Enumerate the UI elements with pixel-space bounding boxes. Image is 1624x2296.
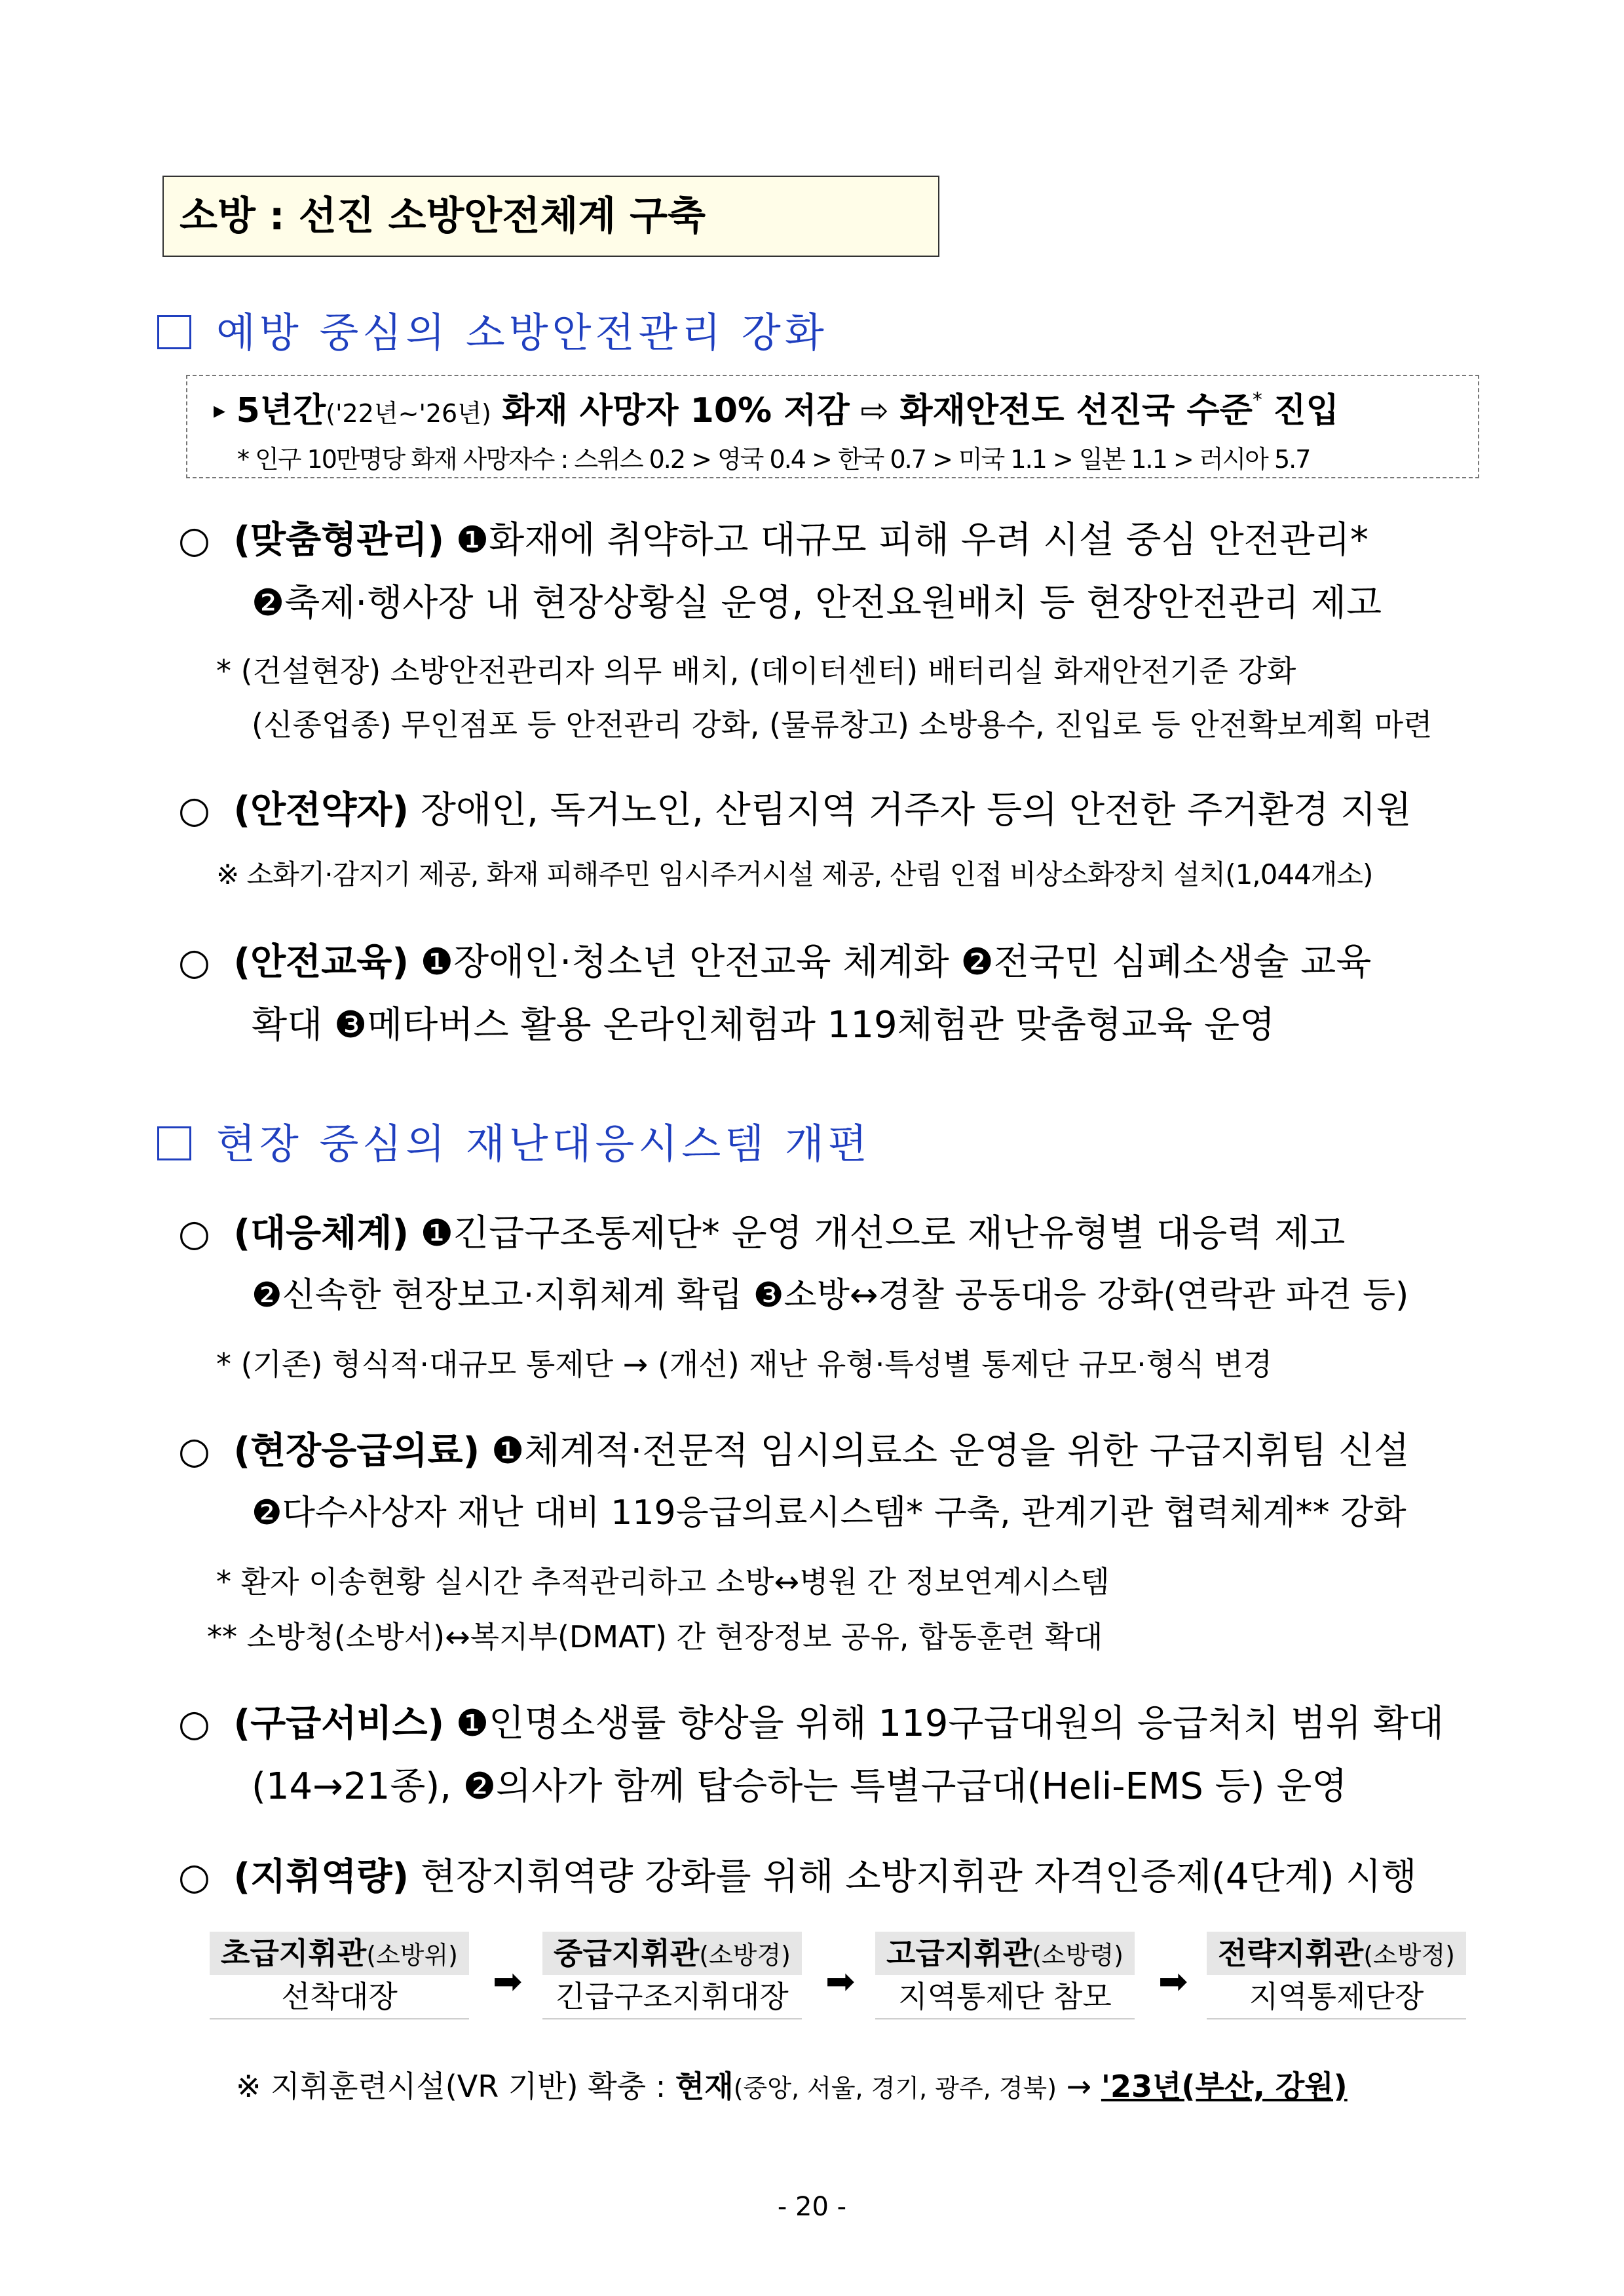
- note-now-list: (중앙, 서울, 경기, 광주, 경북): [733, 2074, 1057, 2103]
- flow-rank: (소방경): [699, 1941, 791, 1970]
- right-arrow-icon: ➡: [493, 1961, 523, 2002]
- flow-title: 전략지휘관: [1218, 1936, 1364, 1971]
- flow-step-desc: 지역통제단 참모: [875, 1975, 1135, 2019]
- item-emergency-medical: [178, 1422, 1409, 1474]
- outline-arrow-icon: ⇨: [860, 391, 889, 430]
- item-label: (안전교육): [233, 941, 409, 984]
- flow-step-title: [875, 1932, 1135, 1975]
- page-title: 소방 : 선진 소방안전체계 구축: [162, 176, 939, 257]
- right-arrow-icon: ➡: [825, 1961, 856, 2002]
- item-custom-management: [178, 511, 1369, 564]
- goal-footnote: * 인구 10만명당 화재 사망자수 : 스위스 0.2 > 영국 0.4 > 한국 0.7 > 미국 1.1 > 일본 1.1 > 러시아 5.7: [237, 445, 1310, 474]
- note-next: '23년(부산, 강원): [1101, 2069, 1348, 2104]
- triangle-bullet-icon: ▸: [214, 397, 226, 424]
- footnote: * (건설현장) 소방안전관리자 의무 배치, (데이터센터) 배터리실 화재안전기준 강화: [216, 653, 1296, 689]
- item-label: (대응체계): [233, 1212, 409, 1255]
- item-response-system: [178, 1204, 1345, 1257]
- flow-title: 고급지휘관: [886, 1936, 1032, 1971]
- section-heading-prevention: [157, 300, 828, 358]
- item-education: [178, 933, 1371, 985]
- flow-step-title: [542, 1932, 802, 1975]
- footnote: * (기존) 형식적·대규모 통제단 → (개선) 재난 유형·특성별 통제단 규모·형식 변경: [216, 1347, 1273, 1382]
- goal-outcome: 화재안전도 선진국 수준: [899, 391, 1253, 430]
- footnote: ** 소방청(소방서)↔복지부(DMAT) 간 현장정보 공유, 합동훈련 확대: [207, 1619, 1103, 1655]
- goal-box: [186, 375, 1479, 478]
- item-label: (구급서비스): [233, 1702, 445, 1745]
- item-line: ❶장애인·청소년 안전교육 체계화 ❷전국민 심폐소생술 교육: [420, 941, 1372, 984]
- item-label: (지휘역량): [233, 1856, 409, 1898]
- flow-title: 초급지휘관: [221, 1936, 367, 1971]
- item-label: (현장응급의료): [233, 1430, 480, 1472]
- training-facility-note: [236, 2063, 1348, 2106]
- goal-period: ('22년~'26년): [326, 399, 491, 428]
- flow-step-title: [210, 1932, 469, 1975]
- flow-title: 중급지휘관: [554, 1936, 700, 1971]
- flow-rank: (소방위): [366, 1941, 458, 1970]
- footnote: (신종업종) 무인점포 등 안전관리 강화, (물류창고) 소방용수, 진입로 등 안전확보계획 마련: [252, 707, 1433, 742]
- item-label: (안전약자): [233, 789, 409, 832]
- item-label: (맞춤형관리): [233, 519, 445, 562]
- goal-target: 화재 사망자 10% 저감: [502, 391, 850, 430]
- item-custom-management-line2: ❷축제·행사장 내 현장상황실 운영, 안전요원배치 등 현장안전관리 제고: [252, 582, 1382, 624]
- checkbox-square-icon: [157, 315, 191, 349]
- flow-step-title: [1207, 1932, 1466, 1975]
- flow-step-desc: 지역통제단장: [1207, 1975, 1466, 2019]
- circle-bullet: ○: [178, 1702, 210, 1745]
- page-number: - 20 -: [777, 2192, 847, 2222]
- flow-step-desc: 선착대장: [210, 1975, 469, 2019]
- flow-rank: (소방령): [1032, 1941, 1124, 1970]
- flow-step-desc: 긴급구조지휘대장: [542, 1975, 802, 2019]
- item-emergency-medical-line2: ❷다수사상자 재난 대비 119응급의료시스템* 구축, 관계기관 협력체계** 강화: [252, 1493, 1407, 1533]
- flow-step-strategic: [1207, 1932, 1466, 2022]
- flow-step-intermediate: [542, 1932, 802, 2022]
- item-line: ❶체계적·전문적 임시의료소 운영을 위한 구급지휘팀 신설: [491, 1430, 1410, 1472]
- circle-bullet: ○: [178, 941, 210, 984]
- item-line: ❶긴급구조통제단* 운영 개선으로 재난유형별 대응력 제고: [420, 1212, 1346, 1255]
- long-arrow-icon: →: [1066, 2069, 1092, 2104]
- item-line: ❶화재에 취약하고 대규모 피해 우려 시설 중심 안전관리*: [455, 519, 1369, 562]
- footnote: * 환자 이송현황 실시간 추적관리하고 소방↔병원 간 정보연계시스템: [216, 1564, 1110, 1599]
- goal-main-line: [214, 383, 1339, 432]
- item-ems-service-line2: (14→21종), ❷의사가 함께 탑승하는 특별구급대(Heli-EMS 등) 운영: [252, 1765, 1348, 1808]
- note-now-label: 현재: [675, 2069, 734, 2104]
- goal-lead: 5년간: [236, 391, 326, 430]
- goal-outcome-tail: 진입: [1273, 391, 1339, 430]
- section-heading-response: [157, 1111, 871, 1170]
- flow-step-junior: [210, 1932, 469, 2022]
- circle-bullet: ○: [178, 519, 210, 562]
- footnote: ※ 소화기·감지기 제공, 화재 피해주민 임시주거시설 제공, 산림 인접 비상소화장치 설치(1,044개소): [216, 858, 1373, 890]
- footnote-mark: *: [1252, 389, 1262, 411]
- item-command-capability: [178, 1848, 1417, 1900]
- circle-bullet: ○: [178, 1212, 210, 1255]
- note-prefix: ※ 지휘훈련시설(VR 기반) 확충 :: [236, 2069, 666, 2104]
- circle-bullet: ○: [178, 1430, 210, 1472]
- item-line: 장애인, 독거노인, 산림지역 거주자 등의 안전한 주거환경 지원: [420, 789, 1412, 832]
- right-arrow-icon: ➡: [1158, 1961, 1188, 2002]
- flow-step-senior: [875, 1932, 1135, 2022]
- circle-bullet: ○: [178, 1856, 210, 1898]
- commander-levels-flow: [210, 1932, 1466, 2022]
- item-ems-service: [178, 1694, 1444, 1747]
- item-vulnerable: [178, 781, 1411, 833]
- section-heading-text: 현장 중심의 재난대응시스템 개편: [216, 1120, 871, 1168]
- item-line: 현장지휘역량 강화를 위해 소방지휘관 자격인증제(4단계) 시행: [420, 1856, 1417, 1898]
- section-heading-text: 예방 중심의 소방안전관리 강화: [216, 309, 828, 356]
- item-line: ❶인명소생률 향상을 위해 119구급대원의 응급처치 범위 확대: [455, 1702, 1445, 1745]
- item-education-line2: 확대 ❸메타버스 활용 온라인체험과 119체험관 맞춤형교육 운영: [252, 1004, 1275, 1046]
- circle-bullet: ○: [178, 789, 210, 832]
- flow-rank: (소방정): [1363, 1941, 1455, 1970]
- item-response-system-line2: ❷신속한 현장보고·지휘체계 확립 ❸소방↔경찰 공동대응 강화(연락관 파견 등): [252, 1276, 1409, 1315]
- checkbox-square-icon: [157, 1126, 191, 1160]
